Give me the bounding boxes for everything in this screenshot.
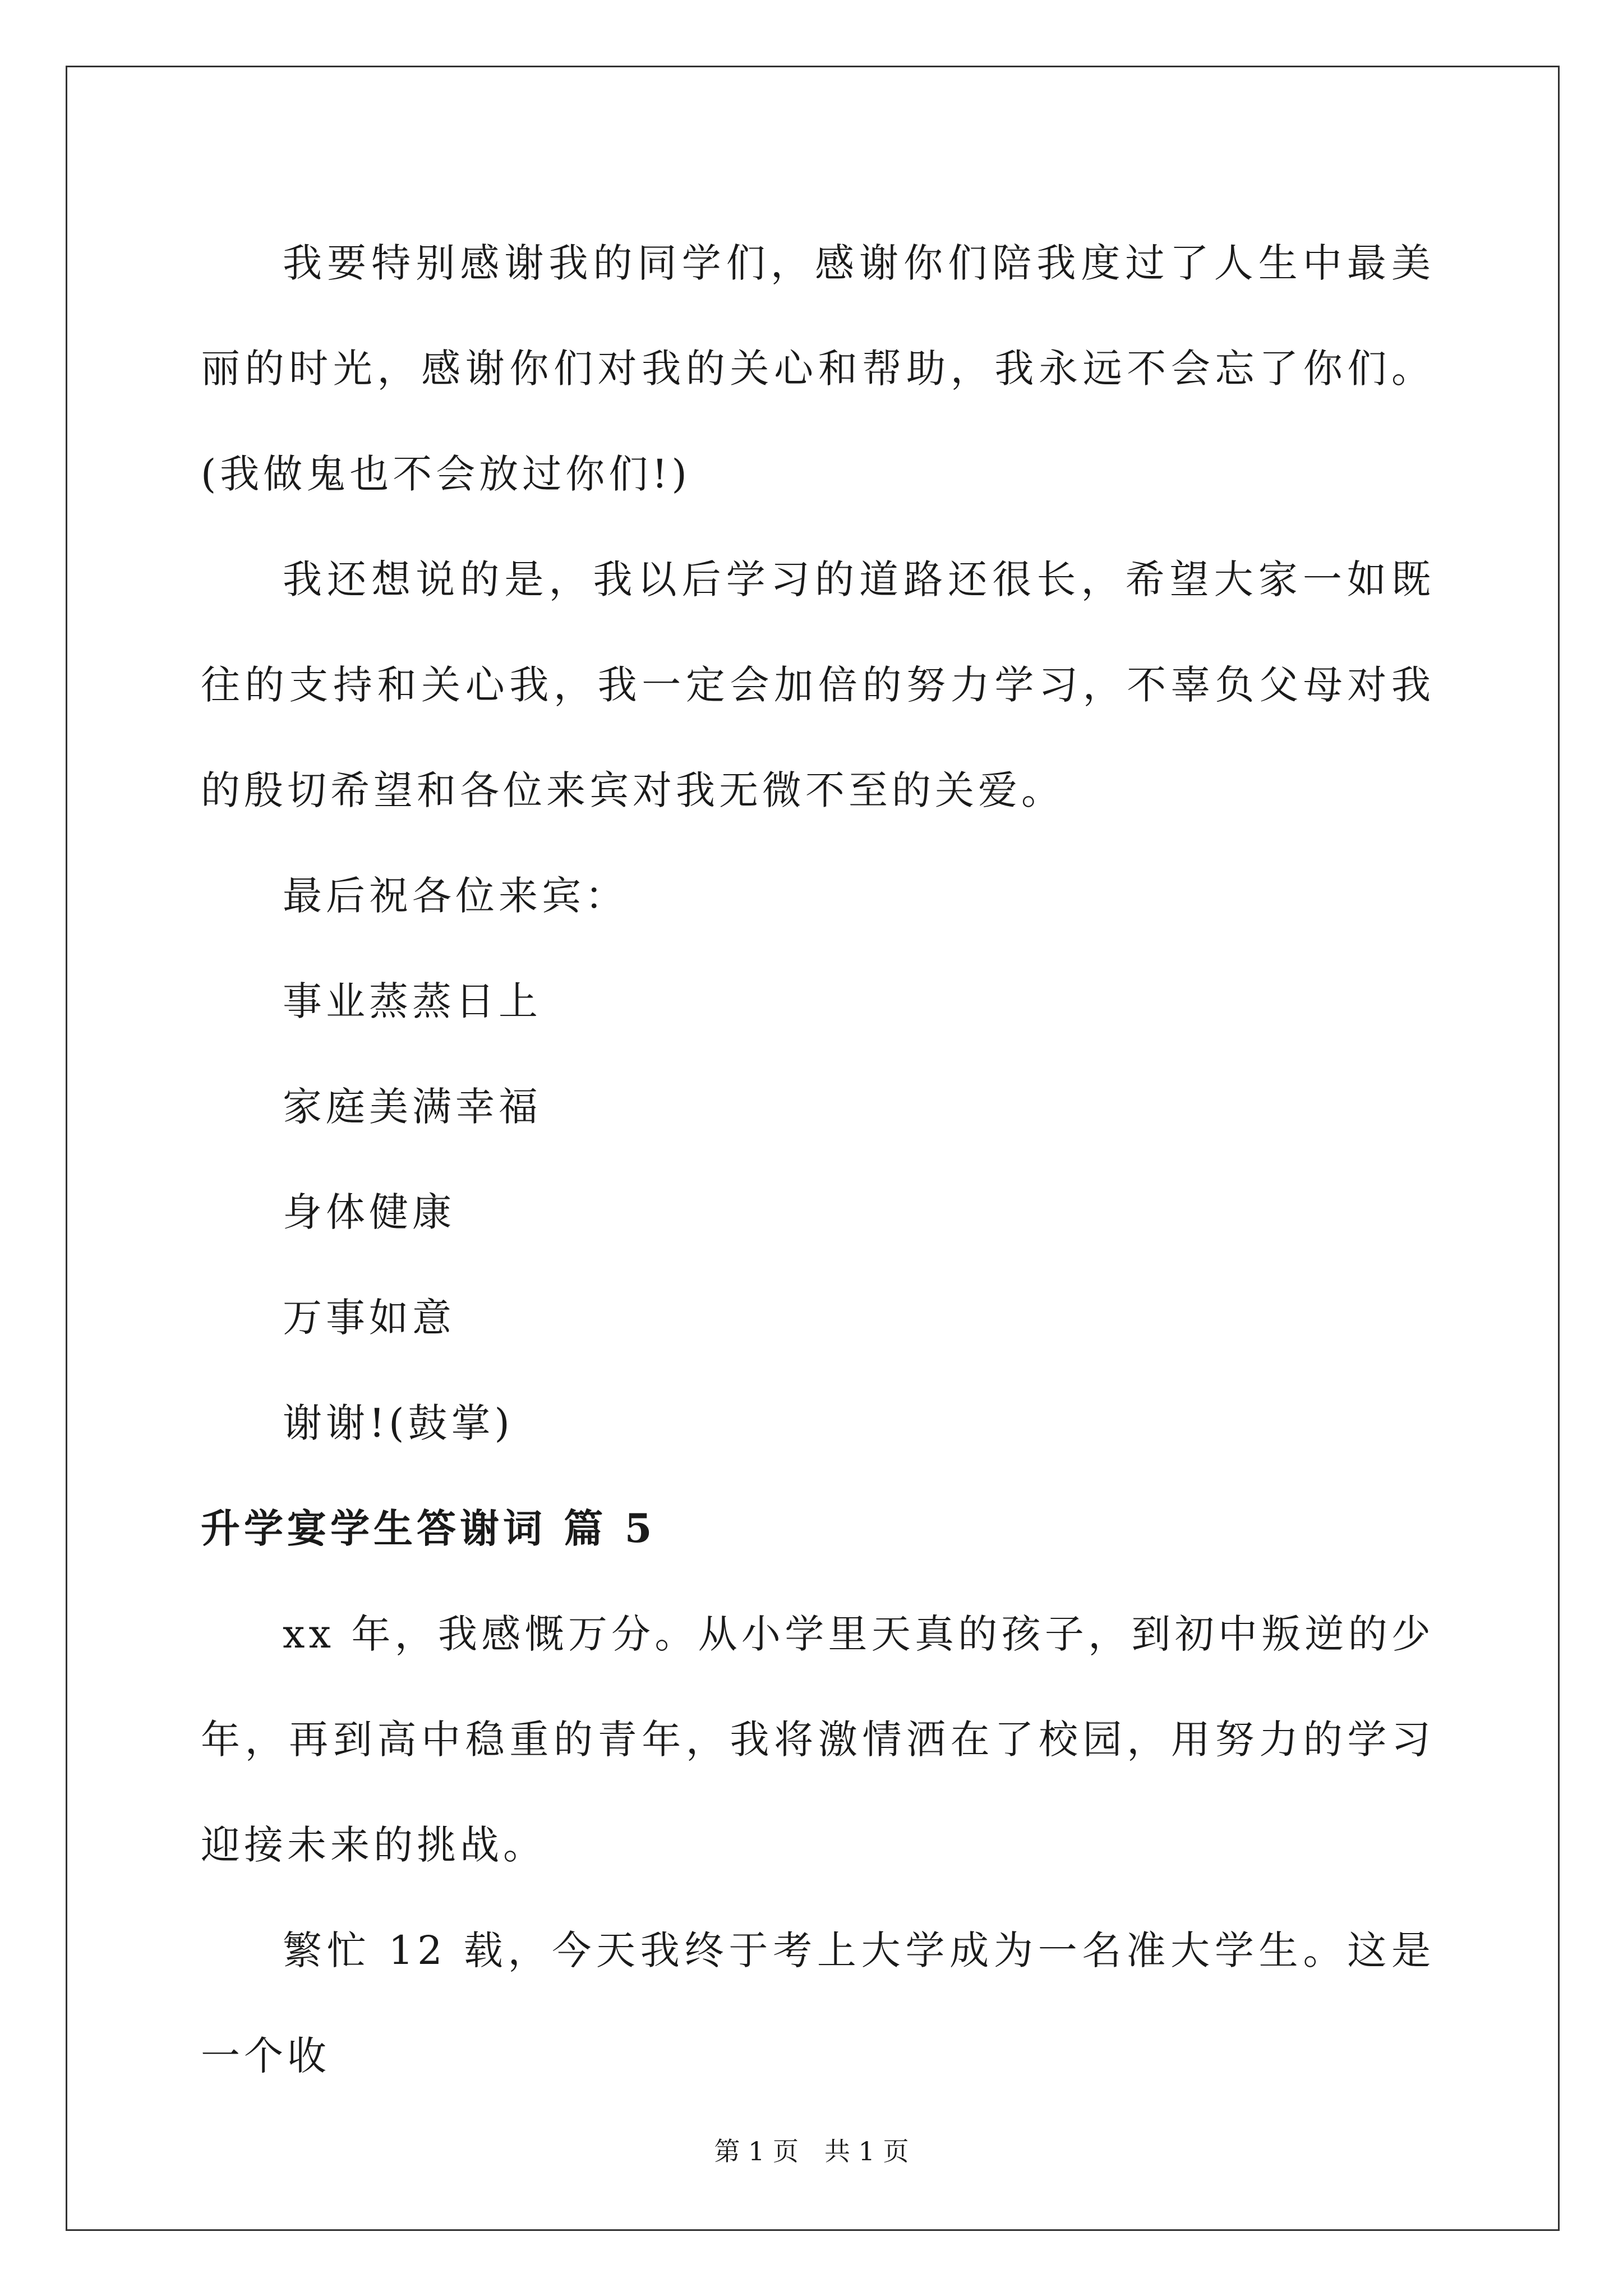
paragraph-twelve-years: 繁忙 12 载，今天我终于考上大学成为一名准大学生。这是一个收 [201,1927,1435,2079]
blessing-wishes: 万事如意 [283,1295,455,1341]
paragraph-thanks-classmates: 我要特别感谢我的同学们，感谢你们陪我度过了人生中最美丽的时光，感谢你们对我的关心和帮助，我永远不会忘了你们。(我做鬼也不会放过你们!) [201,240,1435,497]
paragraph-reflection: xx 年，我感慨万分。从小学里天真的孩子，到初中叛逆的少年，再到高中稳重的青年，我将激情洒在了校园，用努力的学习迎接未来的挑战。 [201,1611,1435,1868]
paragraph-future-study: 我还想说的是，我以后学习的道路还很长，希望大家一如既往的支持和关心我，我一定会加倍的努力学习，不辜负父母对我的殷切希望和各位来宾对我无微不至的关爱。 [201,556,1435,813]
blessing-health: 身体健康 [283,1189,455,1235]
blessing-career: 事业蒸蒸日上 [283,978,542,1024]
section-heading: 升学宴学生答谢词 篇 5 [201,1505,656,1552]
page-footer [0,2134,1623,2168]
page-number-total: 共 1 页 [824,2136,909,2166]
paragraph-blessing-intro: 最后祝各位来宾： [283,873,628,919]
paragraph-thank-you: 谢谢!(鼓掌) [283,1400,514,1446]
page-number-current: 第 1 页 [714,2136,799,2166]
blessing-family: 家庭美满幸福 [283,1084,542,1130]
document-body [201,210,1435,2109]
